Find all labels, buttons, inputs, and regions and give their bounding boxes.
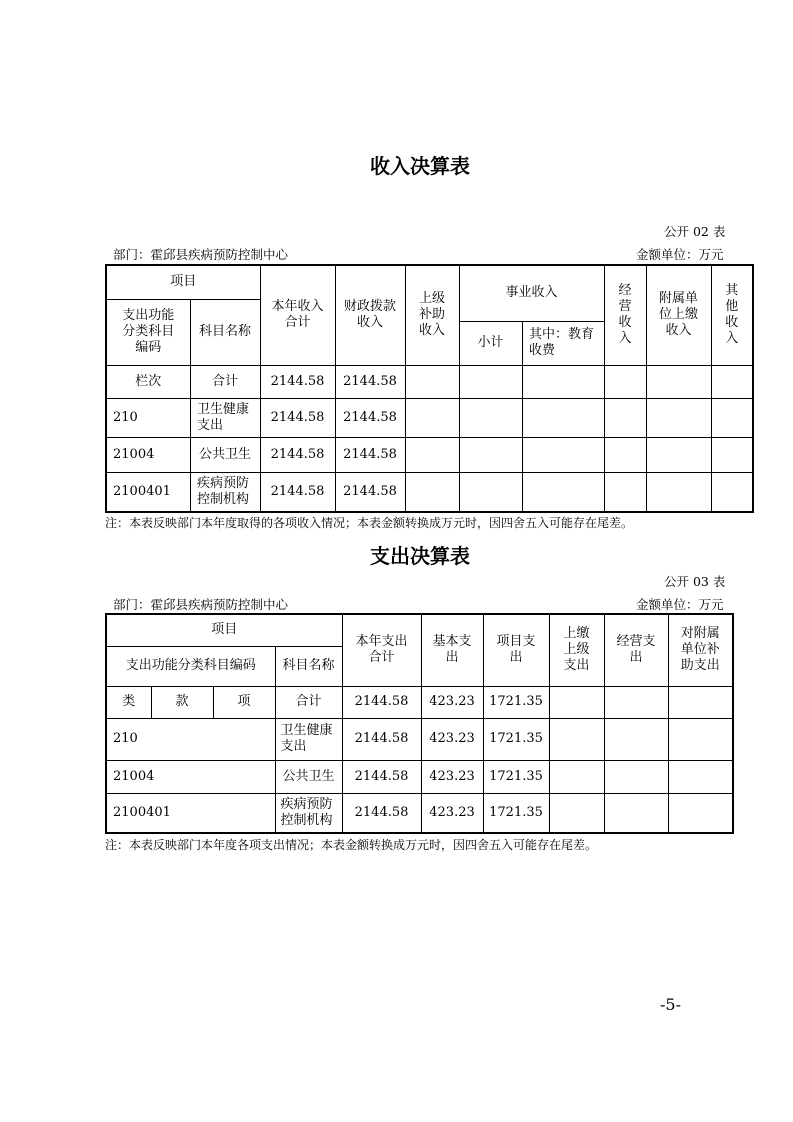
table-row [106,686,733,718]
income-header-subtotal: 小计 [459,321,522,365]
income-header-superior: 上级补助收入 [405,265,459,365]
expense-header-lei: 类 [106,686,151,718]
income-row-name: 疾病预防控制机构 [190,472,260,512]
page-number: -5- [660,995,681,1014]
income-row-fiscal: 2144.58 [335,398,405,437]
expense-row-code: 210 [106,718,275,760]
expense-row-project: 1721.35 [483,718,549,760]
expense-header-heji: 合计 [275,686,342,718]
expense-header-basic: 基本支出 [421,614,483,686]
expense-sum-project: 1721.35 [483,686,549,718]
expense-header-xiang: 项 [213,686,275,718]
expense-unit: 金额单位：万元 [636,597,724,612]
table-row [106,760,733,793]
income-row-fiscal: 2144.58 [335,437,405,472]
income-row-code: 2100401 [106,472,190,512]
expense-row-total: 2144.58 [342,760,421,793]
income-row-code: 21004 [106,437,190,472]
expense-row-total: 2144.58 [342,793,421,833]
expense-header-project: 项目支出 [483,614,549,686]
income-header-business: 经营收入 [604,265,646,365]
income-unit: 金额单位：万元 [636,247,724,262]
expense-note: 注：本表反映部门本年度各项支出情况；本表金额转换成万元时，因四舍五入可能存在尾差。 [105,838,598,852]
income-dept: 部门：霍邱县疾病预防控制中心 [113,247,289,262]
income-row-fiscal: 2144.58 [335,472,405,512]
income-table [105,264,754,513]
expense-table [105,613,734,834]
expense-row-basic: 423.23 [421,718,483,760]
income-header-fiscal: 财政拨款收入 [335,265,405,365]
income-header-code: 支出功能分类科目编码 [106,299,190,365]
table-row [106,437,753,472]
expense-row-project: 1721.35 [483,793,549,833]
income-header-other: 其他收入 [711,265,753,365]
income-row-name: 合计 [190,365,260,398]
expense-row-name: 公共卫生 [275,760,342,793]
expense-header-item: 项目 [106,614,342,646]
expense-header-name: 科目名称 [275,646,342,686]
expense-row-code: 21004 [106,760,275,793]
expense-header-business: 经营支出 [604,614,668,686]
expense-header-code: 支出功能分类科目编码 [106,646,275,686]
expense-row-name: 卫生健康支出 [275,718,342,760]
income-header-affiliate: 附属单位上缴收入 [646,265,711,365]
expense-header-superior: 上缴上级支出 [549,614,604,686]
expense-row-project: 1721.35 [483,760,549,793]
income-row-total: 2144.58 [260,365,335,398]
expense-header-total: 本年支出合计 [342,614,421,686]
expense-sum-total: 2144.58 [342,686,421,718]
table-row [106,793,733,833]
income-header-total: 本年收入合计 [260,265,335,365]
income-header-item: 项目 [106,265,260,299]
expense-row-basic: 423.23 [421,793,483,833]
expense-form-no: 公开 03 表 [664,574,726,589]
income-header-edu: 其中：教育收费 [522,321,604,365]
income-row-fiscal: 2144.58 [335,365,405,398]
income-header-name: 科目名称 [190,299,260,365]
income-header-career: 事业收入 [459,265,604,321]
expense-header-kuan: 款 [151,686,213,718]
expense-sum-basic: 423.23 [421,686,483,718]
income-row-total: 2144.58 [260,472,335,512]
expense-row-basic: 423.23 [421,760,483,793]
income-row-name: 卫生健康支出 [190,398,260,437]
income-form-no: 公开 02 表 [664,224,726,239]
income-row-code: 210 [106,398,190,437]
expense-dept: 部门：霍邱县疾病预防控制中心 [113,597,289,612]
table-row [106,365,753,398]
income-row-code: 栏次 [106,365,190,398]
expense-row-name: 疾病预防控制机构 [275,793,342,833]
expense-header-affiliate: 对附属单位补助支出 [668,614,733,686]
income-row-total: 2144.58 [260,398,335,437]
expense-title: 支出决算表 [370,544,470,568]
table-row [106,718,733,760]
income-title: 收入决算表 [370,154,470,178]
table-row [106,398,753,437]
table-row [106,472,753,512]
expense-row-code: 2100401 [106,793,275,833]
income-row-name: 公共卫生 [190,437,260,472]
income-note: 注：本表反映部门本年度取得的各项收入情况；本表金额转换成万元时，因四舍五入可能存在尾差。 [105,516,634,530]
expense-row-total: 2144.58 [342,718,421,760]
income-row-total: 2144.58 [260,437,335,472]
